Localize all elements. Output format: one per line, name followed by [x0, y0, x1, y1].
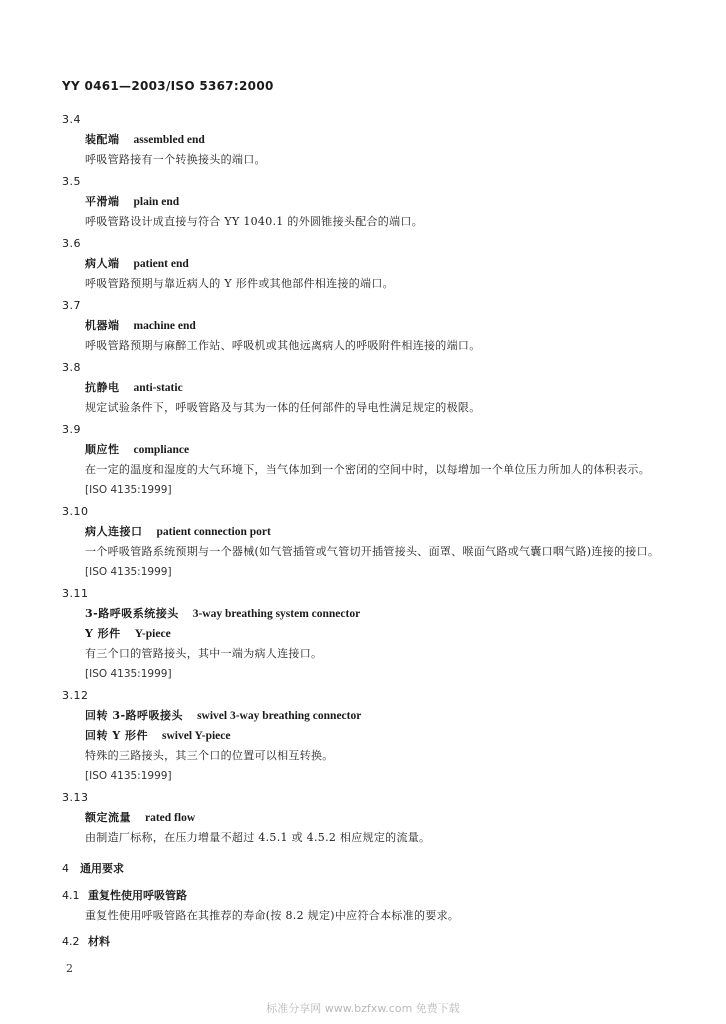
term-chinese: 病人端	[85, 257, 120, 270]
term-line	[62, 316, 662, 336]
term-line	[62, 522, 662, 542]
term-line	[62, 726, 662, 746]
term-english: Y-piece	[134, 628, 171, 640]
term-line	[62, 254, 662, 274]
section-number: 3.5	[62, 175, 81, 188]
term-line	[62, 440, 662, 460]
term-definition: 呼吸管路接有一个转换接头的端口。	[85, 153, 266, 166]
term-chinese: 抗静电	[85, 381, 120, 394]
reference-citation: [ISO 4135:1999]	[85, 668, 172, 680]
section-number: 3.8	[62, 361, 81, 374]
subsection-heading	[62, 932, 662, 952]
term-chinese: Y 形件	[85, 627, 121, 640]
chapter-heading	[62, 858, 662, 880]
term-definition: 在一定的温度和湿度的大气环境下，当气体加到一个密闭的空间中时，以每增加一个单位压力所加人的体积表示。	[85, 463, 650, 476]
section-number: 3.12	[62, 689, 89, 702]
subsection-number: 4.2	[62, 935, 80, 948]
term-definition: 规定试验条件下，呼吸管路及与其为一体的任何部件的导电性满足规定的极限。	[85, 401, 481, 414]
section-number: 3.13	[62, 791, 89, 804]
term-english: swivel Y-piece	[162, 730, 231, 742]
term-definition: 呼吸管路设计成直接与符合 YY 1040.1 的外圆锥接头配合的端口。	[85, 215, 424, 228]
term-entry	[62, 584, 662, 684]
term-chinese: 机器端	[85, 319, 120, 332]
term-english: patient end	[133, 258, 189, 270]
term-entry	[62, 110, 662, 170]
term-english: 3-way breathing system connector	[192, 608, 361, 620]
term-entry	[62, 172, 662, 232]
term-definition: 由制造厂标称，在压力增量不超过 4.5.1 或 4.5.2 相应规定的流量。	[85, 831, 431, 844]
section-number: 3.6	[62, 237, 81, 250]
term-line	[62, 706, 662, 726]
term-english: patient connection port	[156, 526, 271, 538]
term-chinese: 回转 3-路呼吸接头	[85, 709, 184, 722]
term-line	[62, 130, 662, 150]
term-entry	[62, 686, 662, 786]
term-english: compliance	[133, 444, 190, 456]
section-number: 3.9	[62, 423, 81, 436]
term-definition: 呼吸管路预期与靠近病人的 Y 形件或其他部件相连接的端口。	[85, 277, 394, 290]
subsection-text: 重复性使用呼吸管路在其推荐的寿命(按 8.2 规定)中应符合本标准的要求。	[85, 909, 460, 922]
term-line	[62, 624, 662, 644]
reference-citation: [ISO 4135:1999]	[85, 566, 172, 578]
term-entry	[62, 788, 662, 848]
term-line	[62, 808, 662, 828]
footer-watermark: 标准分享网 www.bzfxw.com 免费下载	[266, 1002, 460, 1015]
term-english: assembled end	[133, 134, 205, 146]
term-english: swivel 3-way breathing connector	[197, 710, 362, 722]
term-english: plain end	[133, 196, 180, 208]
term-chinese: 平滑端	[85, 195, 120, 208]
chapter-number: 4	[62, 862, 69, 875]
term-entry	[62, 296, 662, 356]
term-definition: 一个呼吸管路系统预期与一个器械(如气管插管或气管切开插管接头、面罩、喉面气路或气囊口咽气路)连接的接口。	[85, 545, 660, 558]
reference-citation: [ISO 4135:1999]	[85, 484, 172, 496]
term-chinese: 病人连接口	[85, 525, 143, 538]
term-entry	[62, 502, 662, 582]
term-entry	[62, 234, 662, 294]
document-body	[62, 110, 662, 952]
term-line	[62, 192, 662, 212]
reference-citation: [ISO 4135:1999]	[85, 770, 172, 782]
term-line	[62, 604, 662, 624]
section-number: 3.7	[62, 299, 81, 312]
term-definition: 有三个口的管路接头，其中一端为病人连接口。	[85, 647, 323, 660]
term-definition: 呼吸管路预期与麻醉工作站、呼吸机或其他远离病人的呼吸附件相连接的端口。	[85, 339, 481, 352]
term-english: anti-static	[133, 382, 183, 394]
term-entry	[62, 420, 662, 500]
section-number: 3.4	[62, 113, 81, 126]
term-english: machine end	[133, 320, 196, 332]
subsection-title: 材料	[88, 935, 110, 948]
term-chinese: 回转 Y 形件	[85, 729, 149, 742]
subsection-heading	[62, 886, 662, 906]
term-entry	[62, 358, 662, 418]
term-chinese: 额定流量	[85, 811, 131, 824]
subsection-title: 重复性使用呼吸管路	[88, 889, 187, 902]
standard-header: YY 0461—2003/ISO 5367:2000	[62, 79, 274, 93]
chapter-title: 通用要求	[80, 862, 124, 875]
term-chinese: 装配端	[85, 133, 120, 146]
page-number: 2	[66, 962, 73, 975]
subsection-number: 4.1	[62, 889, 80, 902]
term-chinese: 顺应性	[85, 443, 120, 456]
term-line	[62, 378, 662, 398]
term-definition: 特殊的三路接头，其三个口的位置可以相互转换。	[85, 749, 334, 762]
term-chinese: 3-路呼吸系统接头	[85, 607, 179, 620]
section-number: 3.11	[62, 587, 89, 600]
section-number: 3.10	[62, 505, 89, 518]
term-english: rated flow	[145, 812, 196, 824]
